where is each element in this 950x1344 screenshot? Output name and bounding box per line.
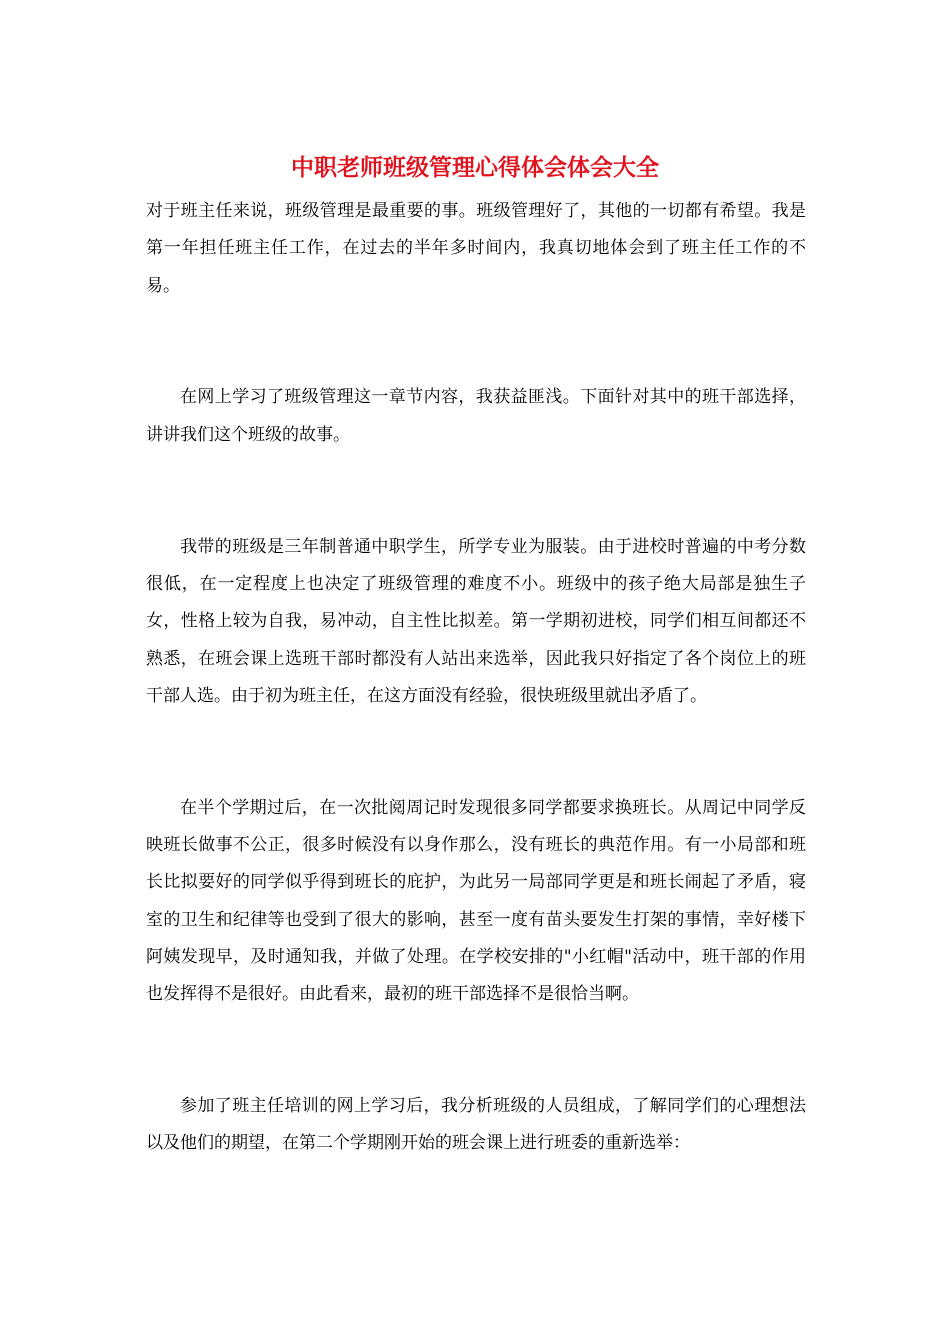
paragraph-gap	[146, 305, 806, 380]
paragraph-2: 在网上学习了班级管理这一章节内容，我获益匪浅。下面针对其中的班干部选择，讲讲我们这个班级的故事。	[146, 387, 806, 445]
paragraph-3: 我带的班级是三年制普通中职学生，所学专业为服装。由于进校时普遍的中考分数很低，在一定程度上也决定了班级管理的难度不小。班级中的孩子绝大局部是独生子女，性格上较为自我，易冲动，自主性比拟差。第一学期初进校，同学们相互间都还不熟悉，在班会课上选班干部时都没有人站出来选举，因此我只好指定了各个岗位上的班干部人选。由于初为班主任，在这方面没有经验，很快班级里就出矛盾了。	[146, 536, 806, 706]
paragraph-4: 在半个学期过后，在一次批阅周记时发现很多同学都要求换班长。从周记中同学反映班长做事不公正，很多时候没有以身作那么，没有班长的典范作用。有一小局部和班长比拟要好的同学似乎得到班长的庇护，为此另一局部同学更是和班长闹起了矛盾，寝室的卫生和纪律等也受到了很大的影响，甚至一度有苗头要发生打架的事情，幸好楼下阿姨发现早，及时通知我，并做了处理。在学校安排的"小红帽"活动中，班干部的作用也发挥得不是很好。由此看来，最初的班干部选择不是很恰当啊。	[146, 797, 806, 1005]
paragraph-gap	[146, 454, 806, 529]
paragraph-1: 对于班主任来说，班级管理是最重要的事。班级管理好了，其他的一切都有希望。我是第一年担任班主任工作，在过去的半年多时间内，我真切地体会到了班主任工作的不易。	[146, 201, 806, 296]
document-title: 中职老师班级管理心得体会体会大全	[291, 155, 659, 181]
document-body	[146, 193, 806, 1163]
paragraph-5: 参加了班主任培训的网上学习后，我分析班级的人员组成，了解同学们的心理想法以及他们的期望，在第二个学期刚开始的班会课上进行班委的重新选举：	[146, 1096, 806, 1154]
paragraph-gap	[146, 715, 806, 790]
paragraph-gap	[146, 1014, 806, 1089]
